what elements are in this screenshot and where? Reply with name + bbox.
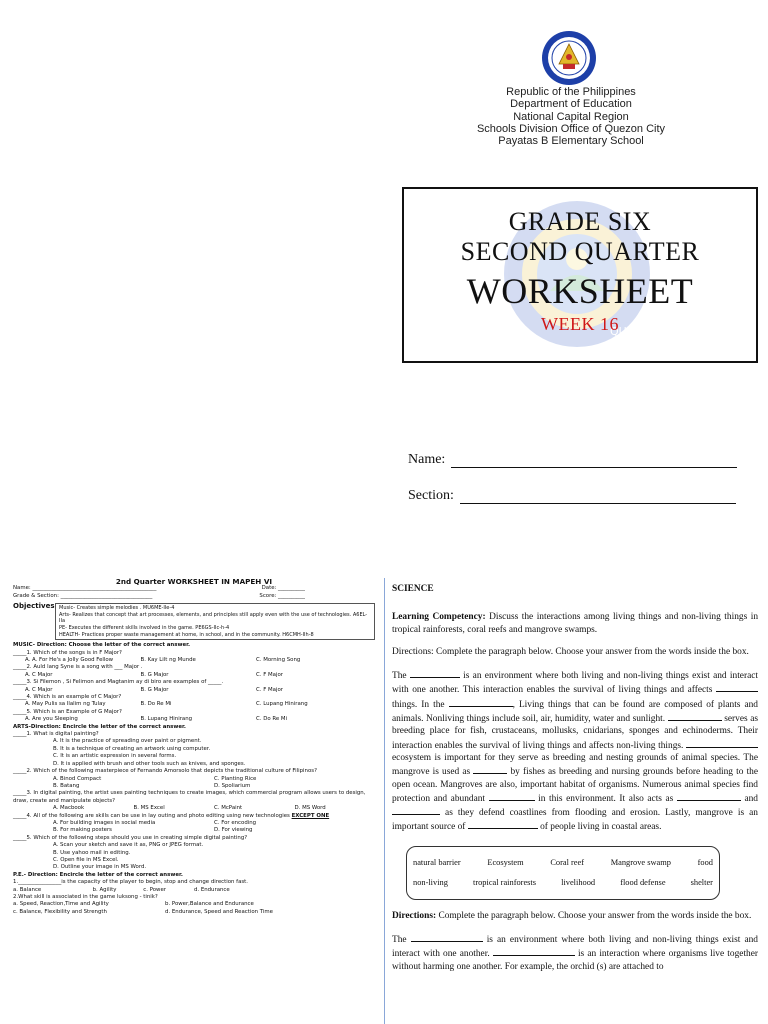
- para-text: in this environment. It also acts as: [538, 793, 674, 804]
- section-line[interactable]: [460, 489, 736, 504]
- arts-direction: ARTS-Direction: Encircle the letter of the correct answer.: [13, 723, 186, 730]
- choice-word: natural barrier: [413, 857, 461, 867]
- pe-q1: 1.________________is the capacity of the player to begin, stop and change direction fast.: [13, 879, 249, 886]
- arts-q1: _____1. What is digital painting?: [13, 731, 99, 738]
- option[interactable]: C. McPaint: [214, 805, 243, 812]
- option[interactable]: b. Power,Balance and Endurance: [165, 901, 254, 908]
- learning-competency: [392, 611, 758, 636]
- option[interactable]: A. May Pulis sa Ilalim ng Tulay: [25, 701, 106, 708]
- option[interactable]: C. Lupang Hinirang: [256, 701, 308, 708]
- para-text: of people living in coastal areas.: [540, 822, 662, 833]
- quarter-title: SECOND QUARTER: [460, 237, 700, 266]
- option[interactable]: B. Batang: [53, 782, 80, 789]
- choice-word: livelihood: [561, 877, 596, 887]
- music-q2-options: [13, 672, 375, 679]
- option[interactable]: d. Endurance, Speed and Reaction Time: [165, 908, 273, 915]
- music-q4-options: [13, 701, 375, 708]
- para-text: is an environment where both living and non-living things exist and interact with one another. This interaction enables the survival of living things and affects: [392, 671, 759, 696]
- music-q2: _____2. Auld lang Syne is a song with ___ Major .: [13, 664, 143, 671]
- music-q3-options: [13, 687, 375, 694]
- choices-row: [413, 853, 713, 873]
- page-divider: [384, 578, 385, 1024]
- option[interactable]: A. Binod Compact: [53, 775, 102, 782]
- music-q5: _____5. Which is an Example of G Major?: [13, 708, 122, 715]
- pe-q2-options-row2: [13, 909, 375, 916]
- mapeh-date-label: Date:: [261, 585, 277, 592]
- option[interactable]: A. For building images in social media: [53, 819, 156, 826]
- blank[interactable]: [392, 805, 440, 815]
- option[interactable]: B. Lupang Hinirang: [140, 716, 193, 723]
- option[interactable]: d. Endurance: [193, 886, 230, 893]
- para-text: is an environment where both living and non-living things exist and interact with one another.: [392, 935, 758, 960]
- header-line-school: Payatas B Elementary School: [498, 135, 644, 148]
- para-text: as they defend coastlines from flooding and erosion. Lastly, mangrove is an important source of: [392, 808, 758, 833]
- name-label: Name:: [408, 452, 446, 467]
- pe-q1-options: [13, 887, 375, 894]
- objectives-label: Objectives: [13, 602, 55, 611]
- option[interactable]: B. For making posters: [53, 827, 112, 834]
- blank[interactable]: [473, 764, 507, 774]
- header-line-department: Department of Education: [510, 98, 632, 111]
- option[interactable]: c. Power: [143, 886, 166, 893]
- grade-title: GRADE SIX: [508, 207, 652, 236]
- objectives-section: [13, 603, 375, 640]
- option[interactable]: C. Morning Song: [256, 657, 301, 663]
- objective-health: HEALTH- Practices proper waste management at home, in school, and in the community. H6CMH-IIh-8: [59, 631, 314, 638]
- section-field[interactable]: [408, 488, 736, 504]
- option[interactable]: C. Open file in MS Excel.: [53, 856, 119, 863]
- option[interactable]: A. Scan your sketch and save it as, PNG or JPEG format.: [53, 842, 204, 849]
- choice-word: flood defense: [620, 877, 666, 887]
- mapeh-title: 2nd Quarter WORKSHEET IN MAPEH VI: [115, 577, 273, 586]
- section-label: Section:: [408, 488, 454, 503]
- blank[interactable]: [677, 791, 741, 801]
- blank[interactable]: [411, 932, 483, 942]
- arts-q5: _____5. Which of the following steps should you use in creating simple digital painting?: [13, 834, 248, 841]
- pe-direction: P.E.- Direction: Encircle the letter of the correct answer.: [13, 871, 183, 878]
- music-q5-options: [13, 716, 375, 723]
- para-text: , Living things that can be found are composed of plants and animals. Nonliving things include soil, air, humidity, water and sunlight.: [392, 699, 758, 725]
- option[interactable]: C. Planting Rice: [214, 775, 257, 782]
- directions2-text: Complete the paragraph below. Choose your answer from the words inside the box.: [438, 910, 752, 921]
- lc-text: Discuss the interactions among living things and non-living things in tropical rainforests, coral reefs and mangrove swamps.: [392, 612, 759, 635]
- choice-word: food: [697, 857, 713, 867]
- except-one-label: EXCEPT ONE: [291, 812, 330, 819]
- option[interactable]: A. Are you Sleeping: [25, 716, 78, 723]
- option[interactable]: B. It is a technique of creating an artwork using computer.: [53, 745, 211, 752]
- option[interactable]: A. C Major: [25, 686, 53, 693]
- para-text: The: [392, 671, 407, 682]
- option[interactable]: D. For viewing: [214, 827, 253, 834]
- option[interactable]: D. Spoliarium: [214, 782, 251, 789]
- choice-word: Ecosystem: [487, 857, 524, 867]
- blank[interactable]: [468, 819, 538, 829]
- watermark-text: QUEZON CITY: [610, 325, 686, 338]
- science-directions-2: [392, 910, 758, 922]
- music-q1-options: [13, 657, 375, 664]
- arts-q2-options-row2: [13, 783, 375, 790]
- para-text: serves as breeding place for fish, crustaceans, mollusks, cnidarians, sponges and echinoderms. Their interaction enables the survival of living things and affects non-living things.: [392, 714, 759, 751]
- blank[interactable]: [716, 682, 758, 692]
- blank[interactable]: [410, 668, 460, 678]
- header-line-country: Republic of the Philippines: [506, 86, 636, 98]
- para-text: The: [392, 935, 407, 946]
- option[interactable]: C. It is an artistic expression in several forms.: [53, 753, 177, 760]
- directions2-label: Directions:: [392, 910, 437, 921]
- mapeh-score-label: Score:: [259, 592, 277, 599]
- blank[interactable]: [686, 738, 758, 748]
- option[interactable]: a. Balance: [13, 886, 42, 893]
- option[interactable]: B. Do Re Mi: [140, 701, 172, 708]
- school-header: [455, 30, 687, 155]
- name-field[interactable]: [408, 452, 737, 468]
- option[interactable]: C. For encoding: [214, 819, 257, 826]
- music-direction: MUSIC- Direction: Choose the letter of the correct answer.: [13, 642, 191, 649]
- option[interactable]: B. MS Excel: [133, 805, 165, 812]
- option[interactable]: D. MS Word: [294, 805, 326, 812]
- header-line-division: Schools Division Office of Quezon City: [476, 122, 666, 135]
- science-heading: SCIENCE: [392, 584, 434, 594]
- science-directions: Directions: Complete the paragraph below. Choose your answer from the words inside the box.: [392, 646, 749, 657]
- option[interactable]: B. G Major: [140, 671, 169, 678]
- objectives-box: [55, 603, 375, 640]
- choices-row: [413, 873, 713, 893]
- arts-q4-text: _____4. All of the following are skills can be use in lay outing and photo editing using new technologies: [13, 812, 290, 819]
- music-q4: _____4. Which is an example of C Major?: [13, 694, 122, 701]
- para-text: ecosystem is important for they serve as breeding and nesting grounds of animal species. The mangrove is used as: [392, 752, 758, 778]
- science-worksheet: [392, 583, 758, 1024]
- worksheet-title: WORKSHEET: [466, 271, 694, 311]
- option[interactable]: D. It is applied with brush and other tools such as knives, and sponges.: [53, 760, 246, 767]
- arts-q4: [13, 813, 375, 820]
- blank[interactable]: [668, 711, 722, 721]
- music-q1: _____1. Which of the songs is in F Major?: [13, 649, 122, 656]
- mapeh-name-row: Name: ______________________________________________ Date: __________: [13, 585, 305, 592]
- option[interactable]: A. Macbook: [53, 805, 85, 812]
- blank[interactable]: [449, 697, 513, 707]
- option[interactable]: C. F Major: [256, 686, 283, 693]
- choice-word: tropical rainforests: [473, 877, 537, 887]
- lc-label: Learning Competency:: [392, 612, 486, 623]
- arts-q2: _____2. Which of the following masterpiece of Fernando Amorsolo that depicts the traditional culture of Filipinos?: [13, 768, 317, 775]
- arts-q2-options-row1: [13, 776, 375, 783]
- arts-q3: _____3. In digital painting, the artist uses painting techniques to create images, which commercial program allows users to design, draw, create and manipulate objects?: [13, 790, 366, 804]
- mapeh-grade-row: Grade & Section: __________________________________ Score: __________: [13, 592, 305, 599]
- option[interactable]: a. Speed, Reaction,Time and Agility: [13, 901, 109, 908]
- blank[interactable]: [489, 791, 535, 801]
- choice-word: Mangrove swamp: [610, 857, 671, 867]
- arts-q4-options-row1: [13, 820, 375, 827]
- option[interactable]: c. Balance, Flexibility and Strength: [13, 908, 107, 915]
- para-text: things. In the: [392, 699, 445, 710]
- science-paragraph-2: [392, 932, 758, 973]
- option[interactable]: A. A. For He's a Jolly Good Fellow: [25, 657, 114, 663]
- blank[interactable]: [493, 946, 575, 956]
- science-paragraph: [392, 668, 758, 834]
- choice-word: non-living: [413, 877, 448, 887]
- music-q3: _____3. Si Filemon , Si Felimon and Magtanim ay di biro are examples of _____.: [13, 679, 224, 686]
- option[interactable]: D. Outline your image in MS Word.: [53, 864, 147, 871]
- arts-q4-options-row2: [13, 827, 375, 834]
- objective-music: Music- Creates simple melodies . MU6ME-IIe-4: [59, 605, 175, 612]
- option[interactable]: C. F Major: [256, 671, 283, 678]
- title-box: [402, 187, 758, 363]
- mapeh-grade-label: Grade & Section:: [13, 592, 59, 599]
- header-line-region: National Capital Region: [513, 110, 629, 123]
- option[interactable]: C. Do Re Mi: [256, 716, 288, 723]
- option[interactable]: B. Kay Lilt ng Munde: [140, 657, 196, 663]
- deped-seal-icon: [541, 30, 597, 86]
- pe-q2: 2.What skill is associated in the game luksong - tinik?: [13, 894, 158, 900]
- option[interactable]: A. C Major: [25, 671, 53, 678]
- option[interactable]: B. Use yahoo mail in editing.: [53, 849, 131, 856]
- option[interactable]: b. Agility: [92, 886, 117, 893]
- pe-q2-options-row1: [13, 901, 375, 908]
- para-text: is an interaction where organisms live together without harming one another. For example, the orchid (s) are attached to: [392, 949, 759, 972]
- objective-arts: Arts- Realizes that concept that art processes, elements, and principles still apply even with the use of technologies. A6EL-IIa: [59, 611, 368, 625]
- para-text: and: [744, 793, 758, 804]
- option[interactable]: B. G Major: [140, 686, 169, 693]
- word-choices-box: [406, 846, 720, 900]
- name-line[interactable]: [451, 453, 737, 468]
- choice-word: Coral reef: [550, 857, 585, 867]
- option[interactable]: A. It is the practice of spreading over paint or pigment.: [53, 738, 202, 745]
- mapeh-worksheet: [13, 578, 375, 1024]
- para-text: by fishes as breeding and nursing grounds before heading to the open ocean. Mangroves are also, important habitat of organisms. Numerous animal species find protection and abundant: [392, 767, 759, 804]
- mapeh-name-label: Name:: [13, 585, 31, 592]
- week-label: WEEK 16: [541, 314, 619, 334]
- choice-word: shelter: [690, 877, 713, 887]
- arts-q3-options: [13, 805, 375, 812]
- objective-pe: PE- Executes the different skills involved in the game. PE6GS-IIc-h-4: [59, 625, 230, 631]
